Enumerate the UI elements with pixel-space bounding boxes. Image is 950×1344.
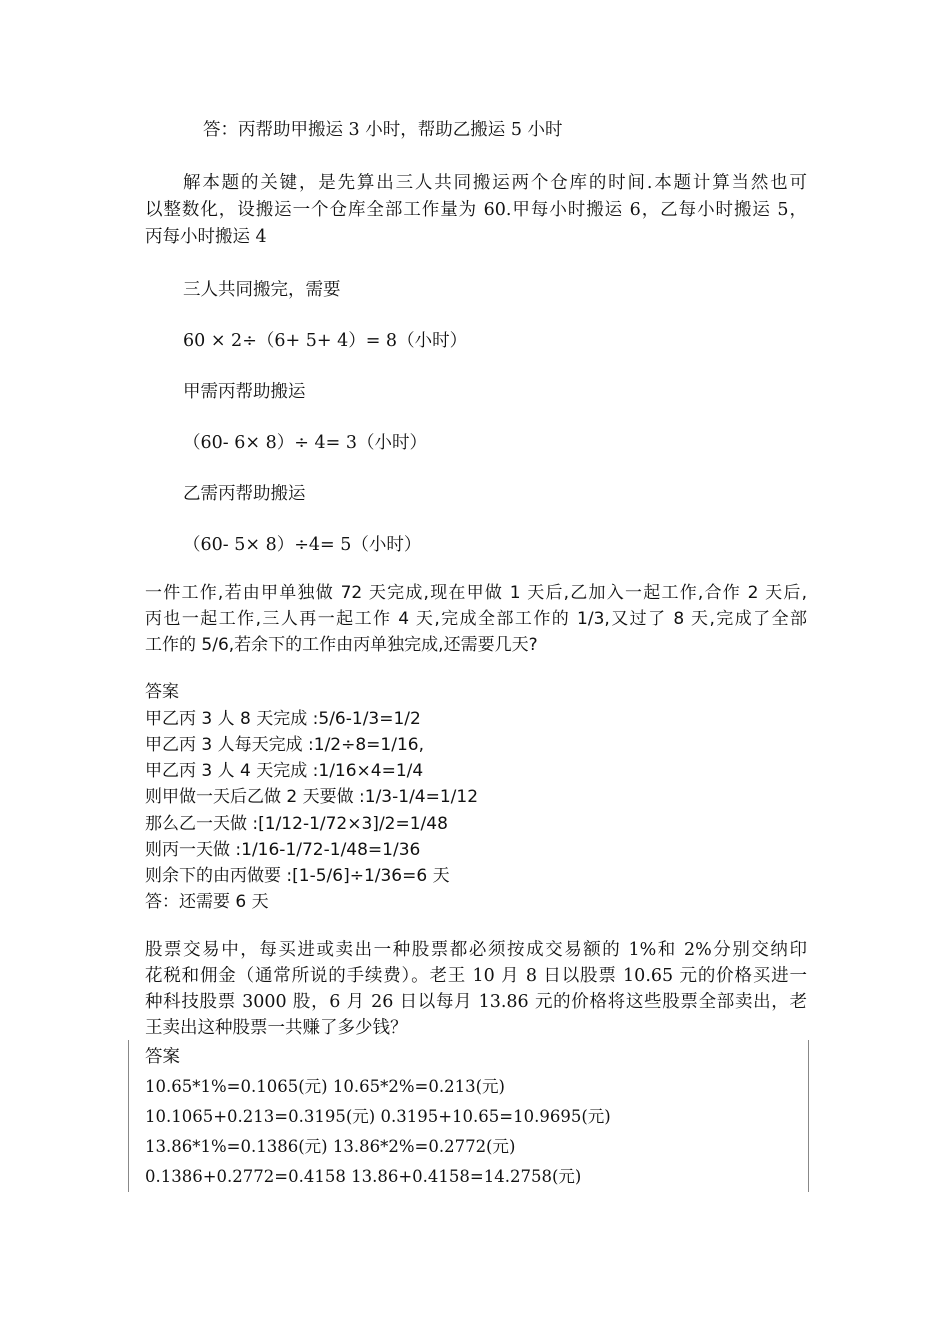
step-label-2: 甲需丙帮助搬运 <box>183 382 306 402</box>
answer-2-line: 那么乙一天做 :[1/12-1/72×3]/2=1/48 <box>145 814 448 834</box>
explanation-line-1: 解本题的关键，是先算出三人共同搬运两个仓库的时间.本题计算当然也可 <box>183 173 807 193</box>
answer-2-line: 则甲做一天后乙做 2 天要做 :1/3-1/4=1/12 <box>145 787 479 807</box>
question-3-line-4: 王卖出这种股票一共赚了多少钱？ <box>145 1018 408 1038</box>
explanation-line-3: 丙每小时搬运 4 <box>145 227 267 247</box>
step-formula-2: （60- 6× 8）÷ 4= 3（小时） <box>183 433 427 453</box>
answer-line: 答：丙帮助甲搬运 3 小时，帮助乙搬运 5 小时 <box>203 120 563 140</box>
question-3-line-2: 花税和佣金（通常所说的手续费）。老王 10 月 8 日以股票 10.65 元的价格买进一 <box>145 966 807 986</box>
answer-2-line: 甲乙丙 3 人 4 天完成 :1/16×4=1/4 <box>145 761 424 781</box>
answer-box-left-border <box>128 1040 129 1192</box>
question-3-line-1: 股票交易中，每买进或卖出一种股票都必须按成交易额的 1%和 2%分别交纳印 <box>145 940 807 960</box>
answer-3-line: 13.86*1%=0.1386(元) 13.86*2%=0.2772(元) <box>145 1137 516 1156</box>
step-formula-1: 60 × 2÷（6+ 5+ 4）= 8（小时） <box>183 331 468 351</box>
explanation-line-2: 以整数化，设搬运一个仓库全部工作量为 60.甲每小时搬运 6，乙每小时搬运 5， <box>145 200 807 220</box>
question-2-line-1: 一件工作,若由甲单独做 72 天完成,现在甲做 1 天后,乙加入一起工作,合作 2 天后, <box>145 583 807 603</box>
answer-3-line: 10.1065+0.213=0.3195(元) 0.3195+10.65=10.9695(元) <box>145 1107 611 1126</box>
question-3-line-3: 种科技股票 3000 股，6 月 26 日以每月 13.86 元的价格将这些股票全部卖出，老 <box>145 992 807 1012</box>
answer-3-title: 答案 <box>145 1047 180 1067</box>
answer-2-line: 答：还需要 6 天 <box>145 892 269 912</box>
step-formula-3: （60- 5× 8）÷4= 5（小时） <box>183 535 422 555</box>
step-label-3: 乙需丙帮助搬运 <box>183 484 306 504</box>
answer-2-line: 则余下的由丙做要 :[1-5/6]÷1/36=6 天 <box>145 866 450 886</box>
answer-2-line: 则丙一天做 :1/16-1/72-1/48=1/36 <box>145 840 421 860</box>
question-2-line-2: 丙也一起工作,三人再一起工作 4 天,完成全部工作的 1/3,又过了 8 天,完成了全部 <box>145 609 807 629</box>
answer-3-line: 0.1386+0.2772=0.4158 13.86+0.4158=14.2758(元) <box>145 1167 582 1186</box>
answer-box-right-border <box>808 1040 809 1192</box>
step-label-1: 三人共同搬完，需要 <box>183 280 341 300</box>
question-2-line-3: 工作的 5/6,若余下的工作由丙单独完成,还需要几天? <box>145 635 538 655</box>
answer-2-line: 甲乙丙 3 人 8 天完成 :5/6-1/3=1/2 <box>145 709 421 729</box>
answer-2-title: 答案 <box>145 682 179 702</box>
answer-2-line: 甲乙丙 3 人每天完成 :1/2÷8=1/16, <box>145 735 424 755</box>
answer-3-line: 10.65*1%=0.1065(元) 10.65*2%=0.213(元) <box>145 1077 505 1096</box>
